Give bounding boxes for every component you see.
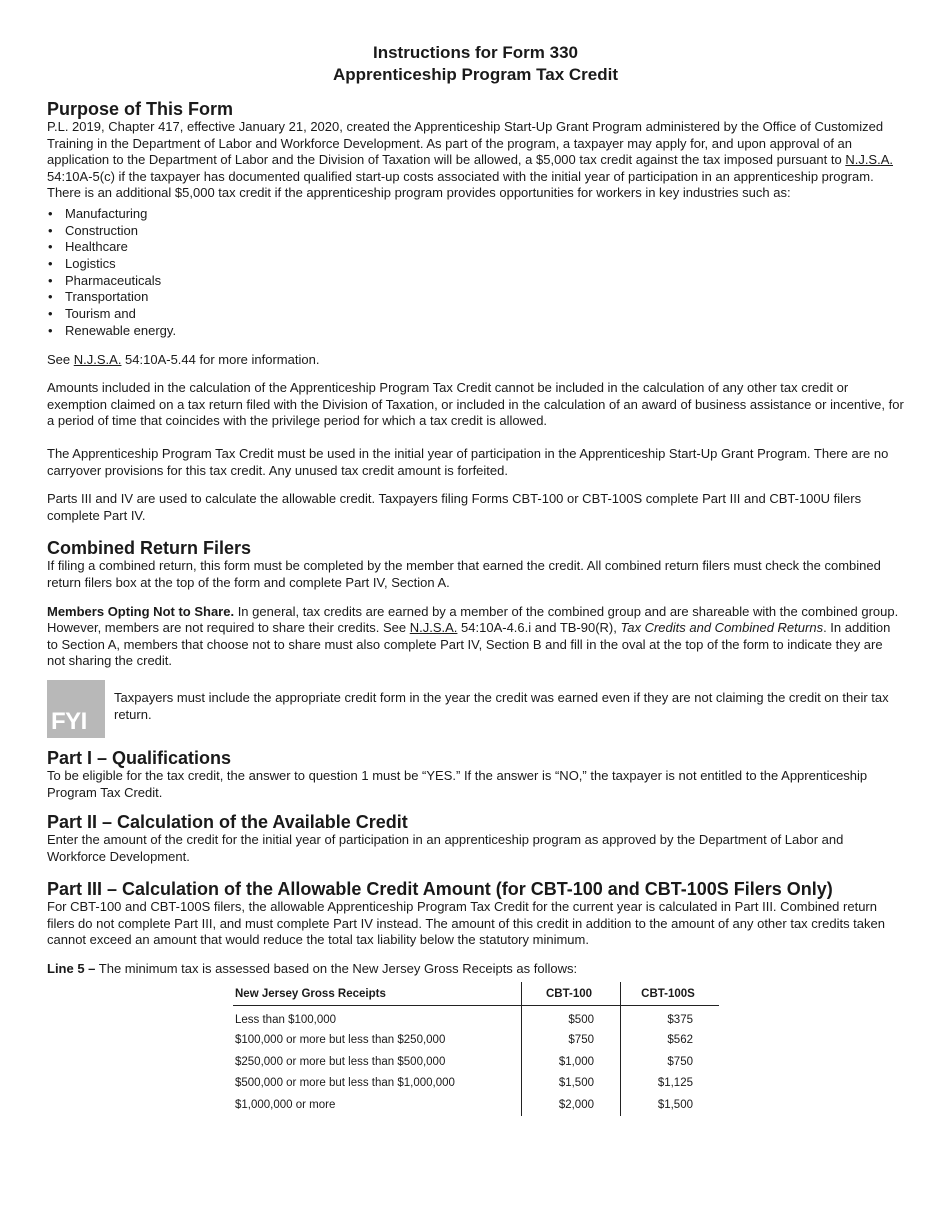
members-opting-paragraph bbox=[47, 604, 904, 670]
purpose-paragraph-3: The Apprenticeship Program Tax Credit must be used in the initial year of participation in the Apprenticeship Start-Up Grant Program. There are no carryover provisions for this tax credit. Any unused tax credit amount is forfeited. bbox=[47, 445, 889, 478]
table-row bbox=[233, 1030, 719, 1052]
fyi-label: FYI bbox=[51, 707, 87, 735]
purpose-text-a: P.L. 2019, Chapter 417, effective January 21, 2020, created the Apprenticeship Start-Up Grant Program administered by the Office of Customized Training in the Department of Labor and Workforce Development. As part of the program, a taxpayer may apply for, and upon approval of an application to the Department of Labor and the Division of Taxation will be allowed, a $5,000 tax credit against the tax imposed pursuant to bbox=[47, 119, 884, 168]
fyi-text: Taxpayers must include the appropriate credit form in the year the credit was earned even if they are not claiming the credit on their tax return. bbox=[114, 689, 889, 722]
fyi-note bbox=[47, 680, 904, 738]
table-cell: $250,000 or more but less than $500,000 bbox=[235, 1055, 446, 1068]
industries-list bbox=[47, 206, 904, 340]
line5-description: The minimum tax is assessed based on the New Jersey Gross Receipts as follows: bbox=[95, 961, 578, 977]
members-opting-label: Members Opting Not to Share. bbox=[47, 603, 235, 619]
purpose-heading: Purpose of This Form bbox=[47, 99, 234, 119]
gross-receipts-table bbox=[233, 982, 719, 1116]
table-row bbox=[233, 1094, 719, 1116]
njsa-link-1: N.J.S.A. bbox=[845, 152, 893, 168]
table-cell: $1,500 bbox=[621, 1094, 720, 1116]
list-item: • Manufacturing bbox=[47, 206, 904, 223]
table-row bbox=[233, 1051, 719, 1073]
list-item: • Transportation bbox=[47, 289, 904, 306]
purpose-text-b: 54:10A-5(c) if the taxpayer has documented qualified start-up costs associated with the initial year of participation in an apprenticeship program. There is an additional $5,000 tax credit if the apprenticeship program provides opportunities for workers in key industries such as: bbox=[47, 168, 874, 201]
table-cell: $1,000 bbox=[522, 1051, 621, 1073]
part1-text: To be eligible for the tax credit, the answer to question 1 must be “YES.” If the answer is “NO,” the taxpayer is not entitled to the Apprenticeship Program Tax Credit. bbox=[47, 767, 868, 800]
table-row bbox=[233, 1073, 719, 1095]
column-header-cbt100: CBT-100 bbox=[522, 982, 621, 1006]
purpose-paragraph-2: Amounts included in the calculation of the Apprenticeship Program Tax Credit cannot be included in the calculation of any other tax credit or exemption claimed on a tax return filed with the Division of Taxation, or included in the calculation of an award of business assistance or incentive, for a period of time that coincides with the privilege period for which a tax credit is allowed. bbox=[47, 380, 904, 429]
list-item: • Construction bbox=[47, 223, 904, 240]
table-cell: $375 bbox=[621, 1005, 720, 1030]
line5-label: Line 5 – bbox=[47, 961, 96, 977]
combined-heading: Combined Return Filers bbox=[47, 538, 252, 559]
column-header-cbt100s: CBT-100S bbox=[621, 982, 720, 1006]
members-text-c: . In addition to Section A, members that choose not to share must also complete Part IV, Section B and fill in the oval at the top of the form to indicate they are not sharing the credit. bbox=[47, 620, 891, 669]
list-item: • Pharmaceuticals bbox=[47, 273, 904, 290]
table-header-row bbox=[233, 982, 719, 1006]
see-text-a: See bbox=[47, 351, 74, 367]
list-item: • Healthcare bbox=[47, 239, 904, 256]
table-cell: $2,000 bbox=[522, 1094, 621, 1116]
document-title-line2: Apprenticeship Program Tax Credit bbox=[333, 65, 618, 84]
part3-text: For CBT-100 and CBT-100S filers, the allowable Apprenticeship Program Tax Credit for the current year is calculated in Part III. Combined return filers do not complete Part III, and must complete Part IV instead. The amount of this credit in addition to the amount of any other tax credits taken cannot exceed an amount that would reduce the total tax liability below the statutory minimum. bbox=[47, 899, 885, 948]
table-cell: $750 bbox=[621, 1051, 720, 1073]
table-cell: $750 bbox=[522, 1030, 621, 1052]
table-cell: Less than $100,000 bbox=[235, 1013, 337, 1026]
njsa-link-3: N.J.S.A. bbox=[409, 620, 458, 636]
part2-text: Enter the amount of the credit for the initial year of participation in an apprenticeship program as approved by the Department of Labor and Workforce Development. bbox=[47, 832, 844, 864]
members-text-a: In general, tax credits are earned by a member of the combined group and are shareable with the combined group. However, members are not required to share their credits. See bbox=[47, 603, 899, 636]
combined-paragraph-1: If filing a combined return, this form must be completed by the member that earned the credit. All combined return filers must check the combined return filers box at the top of the form and complete Part IV, Section A. bbox=[47, 558, 881, 590]
table-row bbox=[233, 1005, 719, 1030]
table-cell: $500,000 or more but less than $1,000,000 bbox=[235, 1077, 455, 1090]
members-text-b: 54:10A-4.6.i and TB-90(R), bbox=[457, 620, 621, 636]
list-item: • Logistics bbox=[47, 256, 904, 273]
njsa-link-2: N.J.S.A. bbox=[73, 351, 122, 367]
members-publication-title: Tax Credits and Combined Returns bbox=[620, 620, 824, 636]
document-title-line1: Instructions for Form 330 bbox=[373, 43, 578, 62]
see-text-b: 54:10A-5.44 for more information. bbox=[121, 351, 320, 367]
purpose-paragraph-1 bbox=[47, 119, 904, 202]
column-header-receipts: New Jersey Gross Receipts bbox=[233, 982, 522, 1006]
line5-text bbox=[47, 961, 904, 978]
part3-heading: Part III – Calculation of the Allowable Credit Amount (for CBT-100 and CBT-100S Filers Only) bbox=[47, 879, 833, 900]
table-cell: $100,000 or more but less than $250,000 bbox=[235, 1034, 446, 1047]
table-cell: $1,500 bbox=[522, 1073, 621, 1095]
list-item: • Renewable energy. bbox=[47, 323, 904, 340]
table-cell: $1,000,000 or more bbox=[235, 1098, 336, 1111]
table-cell: $500 bbox=[522, 1005, 621, 1030]
see-more-info bbox=[47, 352, 904, 369]
fyi-icon bbox=[47, 680, 105, 738]
list-item: • Tourism and bbox=[47, 306, 904, 323]
part2-heading: Part II – Calculation of the Available Credit bbox=[47, 812, 408, 833]
purpose-paragraph-4: Parts III and IV are used to calculate the allowable credit. Taxpayers filing Forms CBT-100 or CBT-100S complete Part III and CBT-100U filers complete Part IV. bbox=[47, 491, 862, 523]
table-cell: $1,125 bbox=[621, 1073, 720, 1095]
part1-heading: Part I – Qualifications bbox=[47, 747, 232, 768]
table-cell: $562 bbox=[621, 1030, 720, 1052]
